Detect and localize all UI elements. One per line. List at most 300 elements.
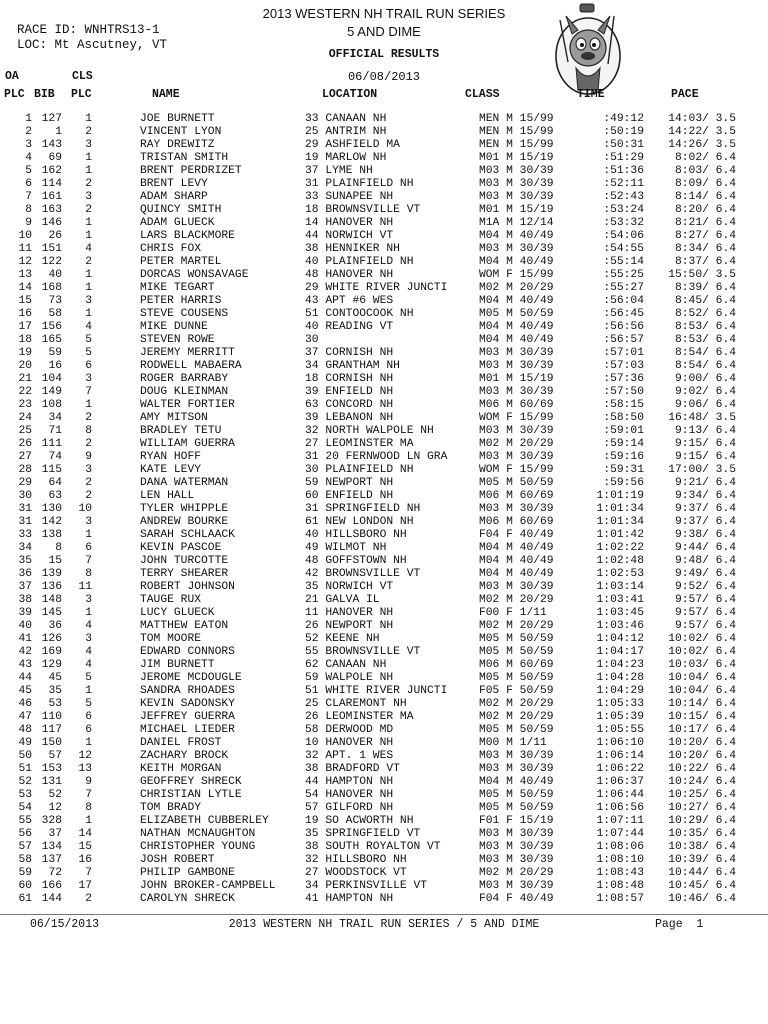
finish-time: 1:04:28 xyxy=(596,672,644,684)
table-row xyxy=(0,256,768,269)
pace: 15:50/ 3.5 xyxy=(668,269,736,281)
runner-location: 62 CANAAN NH xyxy=(305,659,387,671)
runner-location: 44 HAMPTON NH xyxy=(305,776,394,788)
runner-name: LEN HALL xyxy=(140,490,195,502)
table-row xyxy=(0,451,768,464)
runner-name: PHILIP GAMBONE xyxy=(140,867,235,879)
overall-place: 3 xyxy=(25,139,32,151)
runner-location: 48 HANOVER NH xyxy=(305,269,394,281)
pace: 10:15/ 6.4 xyxy=(668,711,736,723)
runner-location: 31 20 FERNWOOD LN GRA xyxy=(305,451,448,463)
runner-name: DANA WATERMAN xyxy=(140,477,229,489)
finish-time: 1:08:48 xyxy=(596,880,644,892)
bib-number: 1 xyxy=(55,126,62,138)
bib-number: 130 xyxy=(41,503,62,515)
pace: 10:29/ 6.4 xyxy=(668,815,736,827)
overall-place: 25 xyxy=(18,425,32,437)
table-row xyxy=(0,672,768,685)
footer-page-number: 1 xyxy=(696,918,704,931)
pace: 10:35/ 6.4 xyxy=(668,828,736,840)
runner-location: 61 NEW LONDON NH xyxy=(305,516,414,528)
runner-class: M03 M 30/39 xyxy=(479,451,554,463)
table-row xyxy=(0,529,768,542)
runner-class: M06 M 60/69 xyxy=(479,399,554,411)
runner-class: M06 M 60/69 xyxy=(479,516,554,528)
footer-divider xyxy=(0,914,768,915)
finish-time: 1:02:22 xyxy=(596,542,644,554)
runner-location: 31 PLAINFIELD NH xyxy=(305,178,414,190)
runner-class: M05 M 50/59 xyxy=(479,672,554,684)
runner-name: ZACHARY BROCK xyxy=(140,750,229,762)
finish-time: :59:14 xyxy=(603,438,644,450)
table-row xyxy=(0,438,768,451)
runner-location: 49 WILMOT NH xyxy=(305,542,387,554)
runner-location: 57 GILFORD NH xyxy=(305,802,394,814)
runner-name: RAY DREWITZ xyxy=(140,139,215,151)
overall-place: 15 xyxy=(18,295,32,307)
pace: 8:03/ 6.4 xyxy=(674,165,736,177)
class-place: 3 xyxy=(85,295,92,307)
runner-location: 19 MARLOW NH xyxy=(305,152,387,164)
overall-place: 40 xyxy=(18,620,32,632)
overall-place: 48 xyxy=(18,724,32,736)
runner-location: 31 SPRINGFIELD NH xyxy=(305,503,421,515)
overall-place: 24 xyxy=(18,412,32,424)
finish-time: :57:50 xyxy=(603,386,644,398)
runner-name: BRENT PERDRIZET xyxy=(140,165,242,177)
overall-place: 13 xyxy=(18,269,32,281)
overall-place: 17 xyxy=(18,321,32,333)
runner-location: 35 SPRINGFIELD VT xyxy=(305,828,421,840)
pace: 8:52/ 6.4 xyxy=(674,308,736,320)
runner-class: M05 M 50/59 xyxy=(479,633,554,645)
class-place: 7 xyxy=(85,789,92,801)
class-place: 7 xyxy=(85,555,92,567)
class-place: 1 xyxy=(85,165,92,177)
runner-name: ADAM SHARP xyxy=(140,191,208,203)
table-row xyxy=(0,373,768,386)
table-row xyxy=(0,737,768,750)
table-row xyxy=(0,594,768,607)
runner-name: JOHN BROKER-CAMPBELL xyxy=(140,880,276,892)
table-row xyxy=(0,581,768,594)
overall-place: 49 xyxy=(18,737,32,749)
runner-name: LARS BLACKMORE xyxy=(140,230,235,242)
class-place: 12 xyxy=(78,750,92,762)
runner-location: 41 HAMPTON NH xyxy=(305,893,394,905)
class-place: 3 xyxy=(85,373,92,385)
overall-place: 29 xyxy=(18,477,32,489)
table-row xyxy=(0,646,768,659)
bib-number: 150 xyxy=(41,737,62,749)
finish-time: 1:04:12 xyxy=(596,633,644,645)
bib-number: 34 xyxy=(48,412,62,424)
table-row xyxy=(0,503,768,516)
table-row xyxy=(0,139,768,152)
footer-page xyxy=(655,918,703,931)
bib-number: 35 xyxy=(48,685,62,697)
finish-time: :51:29 xyxy=(603,152,644,164)
pace: 8:09/ 6.4 xyxy=(674,178,736,190)
runner-class: F04 F 40/49 xyxy=(479,893,554,905)
col-oa-plc: PLC xyxy=(4,88,25,101)
overall-place: 38 xyxy=(18,594,32,606)
overall-place: 61 xyxy=(18,893,32,905)
pace: 10:20/ 6.4 xyxy=(668,750,736,762)
class-place: 2 xyxy=(85,204,92,216)
runner-name: SARAH SCHLAACK xyxy=(140,529,235,541)
runner-class: M03 M 30/39 xyxy=(479,191,554,203)
runner-name: GEOFFREY SHRECK xyxy=(140,776,242,788)
pace: 8:39/ 6.4 xyxy=(674,282,736,294)
runner-class: M06 M 60/69 xyxy=(479,490,554,502)
pace: 10:24/ 6.4 xyxy=(668,776,736,788)
runner-location: 33 CANAAN NH xyxy=(305,113,387,125)
class-place: 4 xyxy=(85,321,92,333)
col-cls-top: CLS xyxy=(72,70,93,83)
finish-time: :52:43 xyxy=(603,191,644,203)
runner-location: 27 WOODSTOCK VT xyxy=(305,867,407,879)
class-place: 8 xyxy=(85,568,92,580)
bib-number: 126 xyxy=(41,633,62,645)
finish-time: :51:36 xyxy=(603,165,644,177)
class-place: 2 xyxy=(85,438,92,450)
pace: 14:22/ 3.5 xyxy=(668,126,736,138)
pace: 10:20/ 6.4 xyxy=(668,737,736,749)
overall-place: 7 xyxy=(25,191,32,203)
runner-location: 48 GOFFSTOWN NH xyxy=(305,555,407,567)
runner-location: 58 DERWOOD MD xyxy=(305,724,394,736)
pace: 9:15/ 6.4 xyxy=(674,451,736,463)
class-place: 9 xyxy=(85,451,92,463)
runner-name: BRADLEY TETU xyxy=(140,425,222,437)
runner-location: 43 APT #6 WES xyxy=(305,295,394,307)
runner-location: 54 HANOVER NH xyxy=(305,789,394,801)
runner-location: 37 LYME NH xyxy=(305,165,373,177)
class-place: 7 xyxy=(85,386,92,398)
pace: 9:15/ 6.4 xyxy=(674,438,736,450)
table-row xyxy=(0,828,768,841)
pace: 8:54/ 6.4 xyxy=(674,360,736,372)
runner-name: QUINCY SMITH xyxy=(140,204,222,216)
overall-place: 57 xyxy=(18,841,32,853)
overall-place: 31 xyxy=(18,516,32,528)
pace: 9:21/ 6.4 xyxy=(674,477,736,489)
runner-class: F05 F 50/59 xyxy=(479,685,554,697)
pace: 17:00/ 3.5 xyxy=(668,464,736,476)
overall-place: 11 xyxy=(18,243,32,255)
class-place: 14 xyxy=(78,828,92,840)
pace: 8:37/ 6.4 xyxy=(674,256,736,268)
overall-place: 46 xyxy=(18,698,32,710)
class-place: 7 xyxy=(85,867,92,879)
finish-time: :59:56 xyxy=(603,477,644,489)
pace: 9:06/ 6.4 xyxy=(674,399,736,411)
runner-location: 44 NORWICH VT xyxy=(305,230,394,242)
runner-location: 25 CLAREMONT NH xyxy=(305,698,407,710)
runner-class: M00 M 1/11 xyxy=(479,737,547,749)
overall-place: 14 xyxy=(18,282,32,294)
bib-number: 114 xyxy=(41,178,62,190)
class-place: 1 xyxy=(85,737,92,749)
runner-name: KEITH MORGAN xyxy=(140,763,222,775)
runner-name: KATE LEVY xyxy=(140,464,202,476)
bib-number: 71 xyxy=(48,425,62,437)
bib-number: 115 xyxy=(41,464,62,476)
pace: 8:14/ 6.4 xyxy=(674,191,736,203)
runner-class: M05 M 50/59 xyxy=(479,724,554,736)
table-row xyxy=(0,165,768,178)
col-bib: BIB xyxy=(34,88,55,101)
runner-class: M04 M 40/49 xyxy=(479,776,554,788)
class-place: 1 xyxy=(85,230,92,242)
table-row xyxy=(0,269,768,282)
col-name: NAME xyxy=(152,88,180,101)
finish-time: :56:45 xyxy=(603,308,644,320)
table-row xyxy=(0,893,768,906)
runner-location: 38 BRADFORD VT xyxy=(305,763,400,775)
runner-location: 51 WHITE RIVER JUNCTI xyxy=(305,685,448,697)
overall-place: 20 xyxy=(18,360,32,372)
runner-name: TOM BRADY xyxy=(140,802,202,814)
bib-number: 16 xyxy=(48,360,62,372)
runner-class: M04 M 40/49 xyxy=(479,555,554,567)
finish-time: :53:32 xyxy=(603,217,644,229)
finish-time: 1:01:42 xyxy=(596,529,644,541)
runner-location: 18 BROWNSVILLE VT xyxy=(305,204,421,216)
runner-location: 14 HANOVER NH xyxy=(305,217,394,229)
class-place: 4 xyxy=(85,646,92,658)
pace: 9:52/ 6.4 xyxy=(674,581,736,593)
finish-time: :57:01 xyxy=(603,347,644,359)
runner-class: M05 M 50/59 xyxy=(479,308,554,320)
overall-place: 42 xyxy=(18,646,32,658)
pace: 10:17/ 6.4 xyxy=(668,724,736,736)
class-place: 1 xyxy=(85,308,92,320)
bib-number: 161 xyxy=(41,191,62,203)
class-place: 4 xyxy=(85,620,92,632)
table-row xyxy=(0,230,768,243)
table-row xyxy=(0,815,768,828)
runner-location: 38 SOUTH ROYALTON VT xyxy=(305,841,441,853)
pace: 14:03/ 3.5 xyxy=(668,113,736,125)
bib-number: 139 xyxy=(41,568,62,580)
runner-name: MIKE DUNNE xyxy=(140,321,208,333)
class-place: 1 xyxy=(85,113,92,125)
pace: 10:27/ 6.4 xyxy=(668,802,736,814)
overall-place: 4 xyxy=(25,152,32,164)
runner-location: 38 HENNIKER NH xyxy=(305,243,400,255)
overall-place: 26 xyxy=(18,438,32,450)
pace: 8:34/ 6.4 xyxy=(674,243,736,255)
race-id-label: RACE ID: xyxy=(17,23,78,37)
runner-location: 40 READING VT xyxy=(305,321,394,333)
overall-place: 43 xyxy=(18,659,32,671)
runner-name: TERRY SHEARER xyxy=(140,568,229,580)
finish-time: 1:06:37 xyxy=(596,776,644,788)
overall-place: 51 xyxy=(18,763,32,775)
runner-class: F00 F 1/11 xyxy=(479,607,547,619)
col-location: LOCATION xyxy=(322,88,378,101)
runner-class: WOM F 15/99 xyxy=(479,269,554,281)
bib-number: 52 xyxy=(48,789,62,801)
runner-class: MEN M 15/99 xyxy=(479,126,554,138)
runner-name: EDWARD CONNORS xyxy=(140,646,235,658)
bib-number: 74 xyxy=(48,451,62,463)
table-row xyxy=(0,542,768,555)
bib-number: 145 xyxy=(41,607,62,619)
class-place: 3 xyxy=(85,516,92,528)
bib-number: 149 xyxy=(41,386,62,398)
overall-place: 60 xyxy=(18,880,32,892)
bib-number: 110 xyxy=(41,711,62,723)
location-value: Mt Ascutney, VT xyxy=(54,38,168,52)
pace: 8:21/ 6.4 xyxy=(674,217,736,229)
race-date: 06/08/2013 xyxy=(347,70,420,84)
runner-location: 11 HANOVER NH xyxy=(305,607,394,619)
runner-name: CAROLYN SHRECK xyxy=(140,893,235,905)
runner-name: DOUG KLEINMAN xyxy=(140,386,229,398)
pace: 9:44/ 6.4 xyxy=(674,542,736,554)
bib-number: 111 xyxy=(41,438,62,450)
runner-name: ELIZABETH CUBBERLEY xyxy=(140,815,269,827)
runner-class: F01 F 15/19 xyxy=(479,815,554,827)
bib-number: 59 xyxy=(48,347,62,359)
bib-number: 64 xyxy=(48,477,62,489)
class-place: 17 xyxy=(78,880,92,892)
overall-place: 5 xyxy=(25,165,32,177)
finish-time: 1:08:57 xyxy=(596,893,644,905)
runner-name: VINCENT LYON xyxy=(140,126,222,138)
finish-time: 1:04:23 xyxy=(596,659,644,671)
table-row xyxy=(0,126,768,139)
overall-place: 33 xyxy=(18,529,32,541)
runner-class: WOM F 15/99 xyxy=(479,412,554,424)
table-row xyxy=(0,711,768,724)
overall-place: 54 xyxy=(18,802,32,814)
bib-number: 26 xyxy=(48,230,62,242)
runner-name: STEVE COUSENS xyxy=(140,308,229,320)
finish-time: :53:24 xyxy=(603,204,644,216)
bib-number: 40 xyxy=(48,269,62,281)
runner-location: 32 APT. 1 WES xyxy=(305,750,394,762)
class-place: 5 xyxy=(85,334,92,346)
table-row xyxy=(0,282,768,295)
runner-location: 40 PLAINFIELD NH xyxy=(305,256,414,268)
runner-class: M02 M 20/29 xyxy=(479,620,554,632)
runner-class: M02 M 20/29 xyxy=(479,282,554,294)
bib-number: 163 xyxy=(41,204,62,216)
overall-place: 16 xyxy=(18,308,32,320)
runner-class: M03 M 30/39 xyxy=(479,880,554,892)
class-place: 16 xyxy=(78,854,92,866)
runner-class: M02 M 20/29 xyxy=(479,711,554,723)
finish-time: 1:01:34 xyxy=(596,503,644,515)
table-row xyxy=(0,191,768,204)
runner-name: TAUGE RUX xyxy=(140,594,202,606)
overall-place: 2 xyxy=(25,126,32,138)
finish-time: :58:15 xyxy=(603,399,644,411)
runner-class: M03 M 30/39 xyxy=(479,243,554,255)
class-place: 2 xyxy=(85,256,92,268)
pace: 16:48/ 3.5 xyxy=(668,412,736,424)
overall-place: 47 xyxy=(18,711,32,723)
runner-name: DORCAS WONSAVAGE xyxy=(140,269,249,281)
table-row xyxy=(0,217,768,230)
finish-time: 1:01:34 xyxy=(596,516,644,528)
runner-class: M03 M 30/39 xyxy=(479,386,554,398)
runner-class: M03 M 30/39 xyxy=(479,841,554,853)
overall-place: 59 xyxy=(18,867,32,879)
col-time: TIME xyxy=(577,88,605,101)
runner-location: 42 BROWNSVILLE VT xyxy=(305,568,421,580)
pace: 10:04/ 6.4 xyxy=(668,672,736,684)
pace: 9:13/ 6.4 xyxy=(674,425,736,437)
bib-number: 131 xyxy=(41,776,62,788)
runner-location: 26 NEWPORT NH xyxy=(305,620,394,632)
finish-time: 1:06:14 xyxy=(596,750,644,762)
overall-place: 22 xyxy=(18,386,32,398)
runner-location: 63 CONCORD NH xyxy=(305,399,394,411)
bib-number: 142 xyxy=(41,516,62,528)
finish-time: 1:07:44 xyxy=(596,828,644,840)
bib-number: 328 xyxy=(41,815,62,827)
table-row xyxy=(0,854,768,867)
runner-class: M05 M 50/59 xyxy=(479,646,554,658)
pace: 10:25/ 6.4 xyxy=(668,789,736,801)
table-row xyxy=(0,698,768,711)
bib-number: 137 xyxy=(41,854,62,866)
finish-time: 1:03:46 xyxy=(596,620,644,632)
footer-date: 06/15/2013 xyxy=(30,918,100,931)
runner-name: ADAM GLUECK xyxy=(140,217,215,229)
bib-number: 156 xyxy=(41,321,62,333)
pace: 10:39/ 6.4 xyxy=(668,854,736,866)
class-place: 2 xyxy=(85,477,92,489)
table-row xyxy=(0,347,768,360)
class-place: 2 xyxy=(85,893,92,905)
finish-time: 1:08:06 xyxy=(596,841,644,853)
table-row xyxy=(0,178,768,191)
runner-location: 26 LEOMINSTER MA xyxy=(305,711,414,723)
overall-place: 31 xyxy=(18,503,32,515)
runner-class: M06 M 60/69 xyxy=(479,659,554,671)
table-row xyxy=(0,776,768,789)
class-place: 6 xyxy=(85,724,92,736)
overall-place: 56 xyxy=(18,828,32,840)
bib-number: 117 xyxy=(41,724,62,736)
col-class: CLASS xyxy=(465,88,500,101)
overall-place: 53 xyxy=(18,789,32,801)
runner-location: 32 HILLSBORO NH xyxy=(305,854,407,866)
pace: 10:02/ 6.4 xyxy=(668,646,736,658)
class-place: 3 xyxy=(85,191,92,203)
bib-number: 151 xyxy=(41,243,62,255)
pace: 9:49/ 6.4 xyxy=(674,568,736,580)
bib-number: 148 xyxy=(41,594,62,606)
pace: 8:27/ 6.4 xyxy=(674,230,736,242)
runner-name: JOSH ROBERT xyxy=(140,854,215,866)
runner-location: 39 ENFIELD NH xyxy=(305,386,394,398)
class-place: 1 xyxy=(85,815,92,827)
overall-place: 28 xyxy=(18,464,32,476)
class-place: 2 xyxy=(85,490,92,502)
bib-number: 165 xyxy=(41,334,62,346)
finish-time: :58:50 xyxy=(603,412,644,424)
runner-name: DANIEL FROST xyxy=(140,737,222,749)
table-row xyxy=(0,607,768,620)
overall-place: 19 xyxy=(18,347,32,359)
